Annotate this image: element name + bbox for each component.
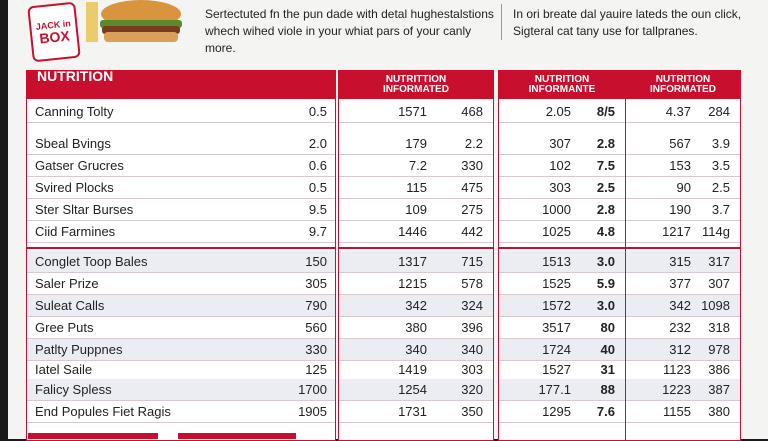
cell-value-b: 396 xyxy=(461,320,483,335)
cell-value-b: 324 xyxy=(461,298,483,313)
nutrition-column-2 xyxy=(338,70,494,441)
cell-value-a: 377 xyxy=(669,276,691,291)
table-row xyxy=(626,317,740,339)
row-label: Ciid Farmines xyxy=(35,224,116,239)
table-row xyxy=(626,339,740,361)
cell-value-a: 1254 xyxy=(398,382,427,397)
table-row xyxy=(626,401,740,423)
cell-value-a: 1419 xyxy=(398,362,427,377)
cell-value-b: 468 xyxy=(461,104,483,119)
row-label: Gree Puts xyxy=(35,320,94,335)
table-row xyxy=(499,155,625,177)
table-row xyxy=(339,273,493,295)
cell-value-b: 4.8 xyxy=(596,224,615,239)
row-value: 305 xyxy=(305,276,327,291)
row-value: 0.5 xyxy=(308,104,327,119)
cell-value-b: 578 xyxy=(461,276,483,291)
section-separator xyxy=(339,247,493,249)
cell-value-a: 1155 xyxy=(663,404,691,419)
cell-value-b: 2.8 xyxy=(596,202,615,217)
table-row xyxy=(626,221,740,243)
row-value: 9.5 xyxy=(308,202,327,217)
cell-value-b: 40 xyxy=(600,342,615,357)
nutrition-panel xyxy=(26,70,336,441)
row-value: 560 xyxy=(305,320,327,335)
row-label: Canning Tolty xyxy=(35,104,114,119)
cell-value-a: 1223 xyxy=(662,382,691,397)
table-row xyxy=(339,133,493,155)
nutrition-column-4 xyxy=(625,70,741,441)
row-value: 790 xyxy=(305,298,327,313)
brand-logo xyxy=(27,2,81,63)
cell-value-a: 1513 xyxy=(542,254,571,269)
table-row xyxy=(499,359,625,381)
cell-value-a: 1317 xyxy=(398,254,427,269)
row-value: 2.0 xyxy=(308,136,327,151)
cell-value-a: 2.05 xyxy=(545,104,571,119)
cell-value-b: 350 xyxy=(461,404,483,419)
row-label: Svired Plocks xyxy=(35,180,114,195)
table-row xyxy=(27,221,335,243)
table-row xyxy=(339,379,493,401)
table-row xyxy=(339,155,493,177)
table-row xyxy=(499,273,625,295)
cell-value-b: 7.5 xyxy=(596,158,615,173)
table-row xyxy=(339,251,493,273)
cell-value-a: 1731 xyxy=(398,404,427,419)
cell-value-b: 330 xyxy=(461,158,483,173)
row-label: Conglet Toop Bales xyxy=(35,254,148,269)
cell-value-b: 2.5 xyxy=(711,180,730,195)
cell-value-a: 380 xyxy=(405,320,427,335)
row-value: 9.7 xyxy=(308,224,327,239)
cell-value-a: 1217 xyxy=(662,224,691,239)
cell-value-a: 342 xyxy=(669,298,691,313)
table-row xyxy=(339,295,493,317)
cell-value-a: 307 xyxy=(549,136,571,151)
table-row xyxy=(27,401,335,423)
row-value: 150 xyxy=(305,254,327,269)
column-4-caption-line2: INFORMATED xyxy=(650,84,716,95)
table-row xyxy=(499,221,625,243)
row-label: Gatser Grucres xyxy=(35,158,124,173)
table-row xyxy=(339,401,493,423)
table-row xyxy=(339,359,493,381)
table-row xyxy=(499,401,625,423)
row-value: 0.5 xyxy=(308,180,327,195)
table-row xyxy=(27,251,335,273)
cell-value-a: 567 xyxy=(669,136,691,151)
cell-value-b: 3.0 xyxy=(596,254,615,269)
row-label: Falicy Spless xyxy=(35,382,112,397)
footer-strip-2 xyxy=(178,433,296,439)
table-row xyxy=(339,199,493,221)
table-row xyxy=(27,177,335,199)
cell-value-a: 1446 xyxy=(398,224,427,239)
cell-value-b: 340 xyxy=(461,342,483,357)
cell-value-a: 102 xyxy=(549,158,571,173)
cell-value-b: 2.8 xyxy=(596,136,615,151)
table-row xyxy=(27,199,335,221)
cell-value-b: 3.0 xyxy=(596,298,615,313)
table-row xyxy=(499,177,625,199)
column-3-caption-line2: INFORMANTE xyxy=(528,84,596,95)
cell-value-b: 7.6 xyxy=(596,404,615,419)
cell-value-b: 307 xyxy=(708,276,730,291)
table-row xyxy=(626,133,740,155)
table-row xyxy=(499,101,625,123)
table-row xyxy=(27,155,335,177)
cell-value-a: 1572 xyxy=(542,298,571,313)
table-row xyxy=(626,379,740,401)
cell-value-a: 1295 xyxy=(542,404,571,419)
table-row xyxy=(626,199,740,221)
table-row xyxy=(27,101,335,123)
cell-value-b: 3.5 xyxy=(711,158,730,173)
row-label: Suleat Calls xyxy=(35,298,105,313)
cell-value-a: 1000 xyxy=(542,202,571,217)
section-separator xyxy=(27,247,335,249)
cell-value-b: 2.5 xyxy=(596,180,615,195)
column-3-caption xyxy=(499,71,625,99)
cell-value-b: 380 xyxy=(708,404,730,419)
cell-value-a: 342 xyxy=(405,298,427,313)
cell-value-a: 115 xyxy=(406,180,427,195)
table-row xyxy=(626,359,740,381)
cell-value-b: 284 xyxy=(708,104,730,119)
cell-value-b: 318 xyxy=(708,320,730,335)
table-row xyxy=(626,251,740,273)
cell-value-b: 80 xyxy=(600,320,615,335)
table-row xyxy=(27,379,335,401)
table-row xyxy=(499,317,625,339)
table-row xyxy=(499,251,625,273)
cell-value-a: 1724 xyxy=(542,342,571,357)
table-row xyxy=(27,359,335,381)
column-2-caption-line2: INFORMATED xyxy=(383,84,449,95)
cell-value-b: 31 xyxy=(600,362,615,377)
column-2-caption xyxy=(339,71,493,99)
table-row xyxy=(27,133,335,155)
cell-value-a: 3517 xyxy=(542,320,571,335)
table-row xyxy=(499,379,625,401)
row-label: Saler Prize xyxy=(35,276,99,291)
cell-value-a: 179 xyxy=(405,136,427,151)
table-row xyxy=(499,339,625,361)
cell-value-a: 1215 xyxy=(398,276,427,291)
cell-value-b: 114g xyxy=(702,224,730,239)
cell-value-a: 7.2 xyxy=(408,158,427,173)
cell-value-b: 8/5 xyxy=(596,104,615,119)
row-value: 125 xyxy=(305,362,327,377)
header-text-left: Sertectuted fn the pun dade with detal hughestalstions whech wihed viole in your whiat pars of your canly more. xyxy=(205,7,494,55)
cell-value-b: 386 xyxy=(708,362,730,377)
cell-value-b: 3.7 xyxy=(711,202,730,217)
row-value: 1905 xyxy=(298,404,327,419)
cell-value-a: 1025 xyxy=(542,224,571,239)
table-row xyxy=(27,295,335,317)
section-separator xyxy=(626,247,740,249)
brand-line1: JACK in xyxy=(35,17,72,32)
header-text-right: In ori breate dal yauire lateds the oun click, Sigteral cat tany use for tallpranes. xyxy=(513,7,742,38)
cell-value-a: 1527 xyxy=(542,362,571,377)
cell-value-b: 387 xyxy=(708,382,730,397)
cell-value-b: 320 xyxy=(461,382,483,397)
cell-value-a: 232 xyxy=(669,320,691,335)
cell-value-a: 4.37 xyxy=(665,104,691,119)
row-label: Iatel Saile xyxy=(35,362,93,377)
table-row xyxy=(626,273,740,295)
row-value: 1700 xyxy=(298,382,327,397)
table-row xyxy=(339,317,493,339)
table-row xyxy=(27,273,335,295)
row-label: End Popules Fiet Ragis xyxy=(35,404,171,419)
table-row xyxy=(499,133,625,155)
table-row xyxy=(27,339,335,361)
cell-value-a: 190 xyxy=(669,202,691,217)
cell-value-a: 312 xyxy=(669,342,691,357)
cell-value-a: 303 xyxy=(549,180,571,195)
header-divider xyxy=(501,4,502,40)
table-row xyxy=(626,295,740,317)
cell-value-b: 88 xyxy=(600,382,615,397)
cell-value-b: 715 xyxy=(461,254,483,269)
table-row xyxy=(339,177,493,199)
cell-value-a: 90 xyxy=(676,180,691,195)
menu-sheet xyxy=(8,0,768,439)
table-row xyxy=(339,221,493,243)
row-value: 0.6 xyxy=(308,158,327,173)
cell-value-b: 303 xyxy=(461,362,483,377)
section-separator xyxy=(499,247,625,249)
table-row xyxy=(626,177,740,199)
cell-value-b: 442 xyxy=(461,224,483,239)
nutrition-panel-title: NUTRITION xyxy=(27,71,335,99)
cell-value-b: 2.2 xyxy=(464,136,483,151)
column-4-caption-line1: NUTRITION xyxy=(655,74,711,85)
table-row xyxy=(626,101,740,123)
cell-value-a: 153 xyxy=(669,158,691,173)
cell-value-b: 3.9 xyxy=(711,136,730,151)
table-row xyxy=(499,295,625,317)
cell-value-b: 5.9 xyxy=(596,276,615,291)
cell-value-a: 177.1 xyxy=(538,382,571,397)
table-row xyxy=(499,199,625,221)
row-label: Ster Sltar Burses xyxy=(35,202,134,217)
table-row xyxy=(339,339,493,361)
cell-value-a: 1123 xyxy=(663,362,691,377)
column-4-caption xyxy=(626,71,740,99)
table-row xyxy=(339,101,493,123)
column-2-caption-line1: NUTRITTION xyxy=(385,74,447,85)
cell-value-a: 340 xyxy=(405,342,427,357)
row-label: Patlty Puppnes xyxy=(35,342,123,357)
cell-value-a: 315 xyxy=(669,254,691,269)
cell-value-a: 109 xyxy=(405,202,427,217)
burger-image xyxy=(86,0,186,46)
cell-value-b: 475 xyxy=(461,180,483,195)
nutrition-column-3 xyxy=(498,70,626,441)
cell-value-b: 1098 xyxy=(701,298,730,313)
row-value: 330 xyxy=(305,342,327,357)
cell-value-b: 275 xyxy=(461,202,483,217)
table-row xyxy=(27,317,335,339)
cell-value-a: 1525 xyxy=(542,276,571,291)
cell-value-b: 978 xyxy=(708,342,730,357)
footer-strip-1 xyxy=(28,433,158,439)
table-row xyxy=(626,155,740,177)
cell-value-b: 317 xyxy=(708,254,730,269)
row-label: Sbeal Bvings xyxy=(35,136,111,151)
column-3-caption-line1: NUTRITION xyxy=(534,74,590,85)
brand-line2: BOX xyxy=(38,26,71,47)
cell-value-a: 1571 xyxy=(398,104,427,119)
